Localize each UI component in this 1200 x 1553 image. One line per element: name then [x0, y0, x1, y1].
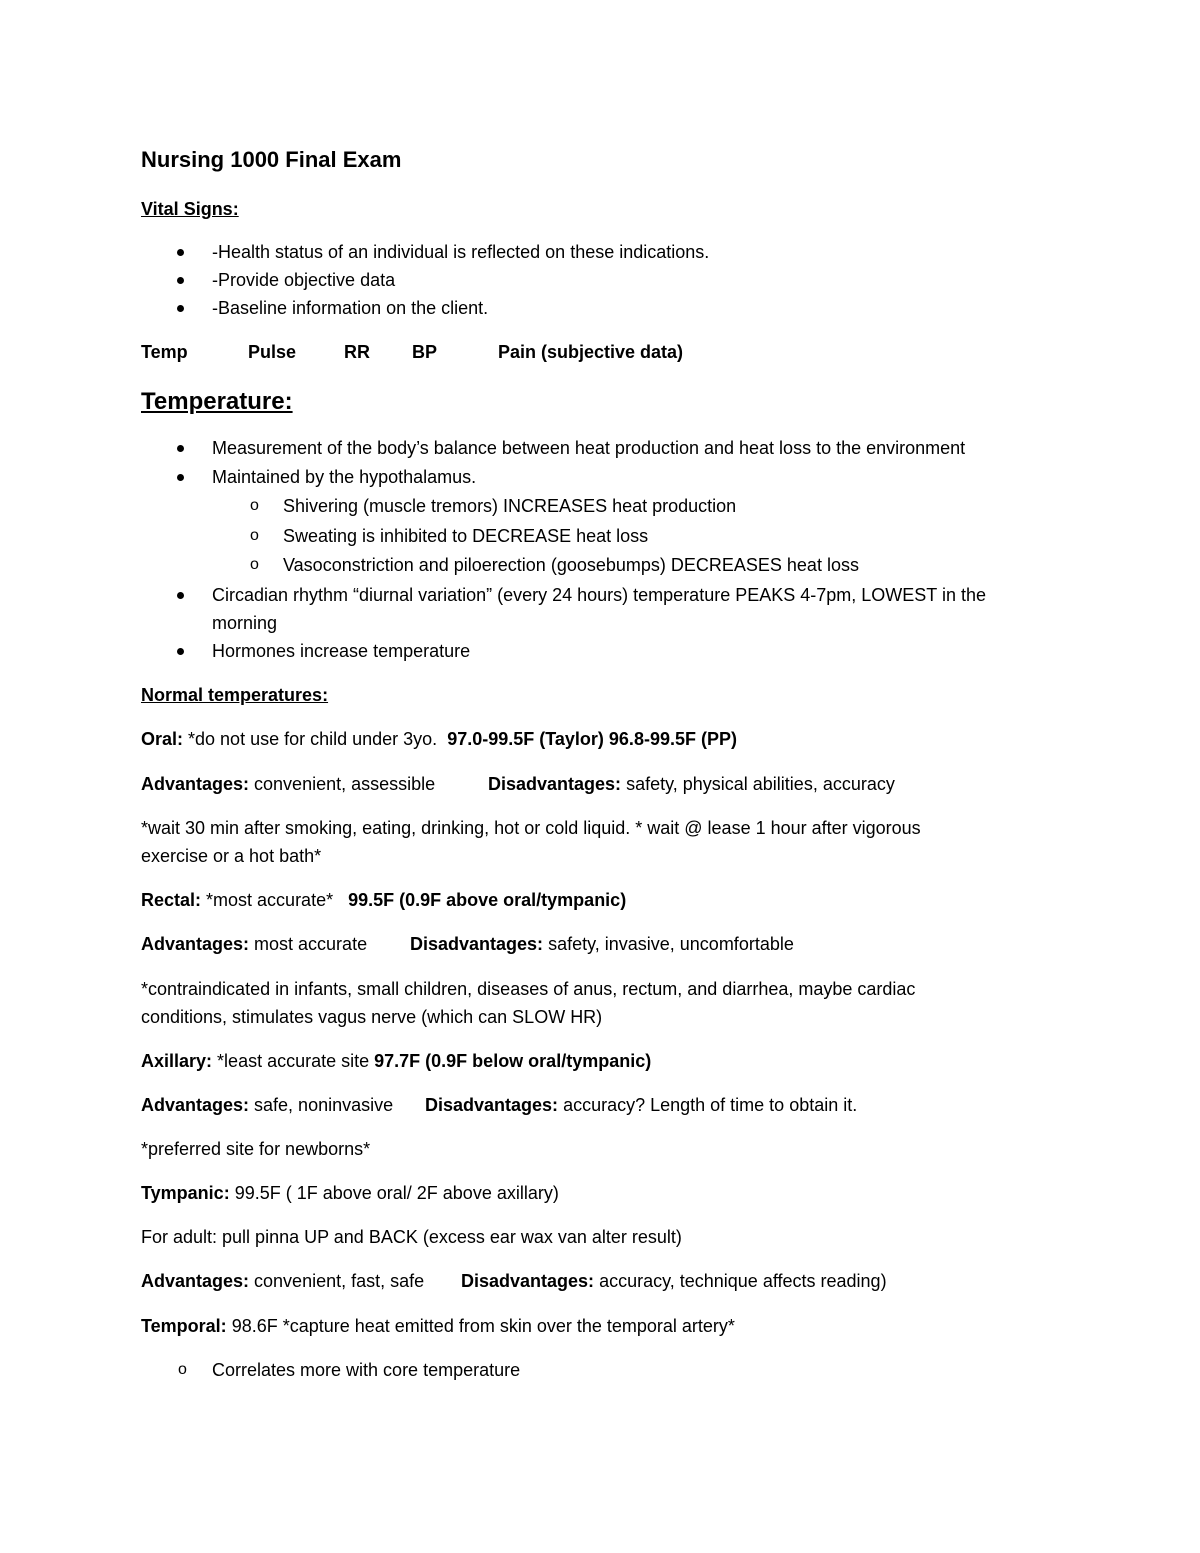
rectal-note-line: conditions, stimulates vagus nerve (which can SLOW HR): [141, 1007, 603, 1027]
oral-note-line: exercise or a hot bath*: [141, 846, 322, 866]
oral-disadvantages: Disadvantages: safety, physical abilities, accuracy: [488, 774, 895, 794]
tympanic-line: Tympanic: 99.5F ( 1F above oral/ 2F above axillary): [141, 1183, 559, 1203]
circle-bullet-icon: o: [250, 527, 259, 544]
tympanic-label: Tympanic:: [141, 1183, 230, 1203]
circle-bullet-icon: o: [178, 1361, 187, 1378]
rectal-disadvantages: Disadvantages: safety, invasive, uncomfortable: [410, 934, 794, 954]
circle-bullet-icon: o: [250, 497, 259, 514]
vital-sign-rr: RR: [344, 342, 370, 362]
temperature-sub-bullet: Shivering (muscle tremors) INCREASES heat production: [283, 496, 737, 516]
vital-sign-pulse: Pulse: [248, 342, 297, 362]
bullet-icon: [177, 305, 184, 312]
bullet-icon: [177, 474, 184, 481]
rectal-values: 99.5F (0.9F above oral/tympanic): [348, 890, 627, 910]
oral-advantages: Advantages: convenient, assessible: [141, 774, 436, 794]
normal-temperatures-heading: Normal temperatures:: [141, 685, 329, 705]
oral-label: Oral:: [141, 729, 184, 749]
vital-signs-heading: Vital Signs:: [141, 199, 239, 219]
temporal-line: Temporal: 98.6F *capture heat emitted from skin over the temporal artery*: [141, 1316, 735, 1336]
oral-line: [141, 728, 737, 750]
axillary-note-line: *preferred site for newborns*: [141, 1139, 371, 1159]
tympanic-adult-note: For adult: pull pinna UP and BACK (excess ear wax van alter result): [141, 1227, 682, 1247]
rectal-advantages: Advantages: most accurate: [141, 934, 368, 954]
circle-bullet-icon: o: [250, 556, 259, 573]
axillary-line: [141, 1050, 651, 1072]
axillary-disadvantages: Disadvantages: accuracy? Length of time to obtain it.: [425, 1095, 858, 1115]
temperature-bullet: Maintained by the hypothalamus.: [212, 467, 477, 487]
rectal-note-line: *contraindicated in infants, small children, diseases of anus, rectum, and diarrhea, maybe cardiac: [141, 979, 916, 999]
bullet-icon: [177, 445, 184, 452]
vital-sign-pain: Pain (subjective data): [498, 342, 684, 362]
tympanic-advantages: Advantages: convenient, fast, safe: [141, 1271, 425, 1291]
rectal-line: [141, 889, 626, 911]
axillary-label: Axillary:: [141, 1051, 213, 1071]
bullet-icon: [177, 249, 184, 256]
document-title: Nursing 1000 Final Exam: [141, 147, 402, 172]
oral-values: 97.0-99.5F (Taylor) 96.8-99.5F (PP): [447, 729, 737, 749]
temperature-bullet-continuation: morning: [212, 613, 278, 633]
bullet-icon: [177, 277, 184, 284]
vital-sign-bp: BP: [412, 342, 438, 362]
temperature-bullet: Circadian rhythm “diurnal variation” (every 24 hours) temperature PEAKS 4-7pm, LOWEST in the: [212, 585, 986, 605]
oral-note-line: *wait 30 min after smoking, eating, drinking, hot or cold liquid. * wait @ lease 1 hour after vigorous: [141, 818, 921, 838]
axillary-values: 97.7F (0.9F below oral/tympanic): [374, 1051, 652, 1071]
vital-signs-bullet: -Provide objective data: [212, 270, 396, 290]
vital-signs-bullet: -Baseline information on the client.: [212, 298, 489, 318]
axillary-advantages: Advantages: safe, noninvasive: [141, 1095, 394, 1115]
temperature-sub-bullet: Vasoconstriction and piloerection (goosebumps) DECREASES heat loss: [283, 555, 859, 575]
temperature-heading: Temperature:: [141, 388, 293, 415]
vital-sign-temp: Temp: [141, 342, 188, 362]
rectal-note: *most accurate*: [201, 890, 349, 910]
temperature-sub-bullet: Sweating is inhibited to DECREASE heat loss: [283, 526, 649, 546]
temperature-bullet: Hormones increase temperature: [212, 641, 471, 661]
temporal-sub-bullet: Correlates more with core temperature: [212, 1360, 521, 1380]
rectal-label: Rectal:: [141, 890, 202, 910]
axillary-note: *least accurate site: [212, 1051, 375, 1071]
tympanic-disadvantages: Disadvantages: accuracy, technique affects reading): [461, 1271, 887, 1291]
oral-note: *do not use for child under 3yo.: [183, 729, 448, 749]
bullet-icon: [177, 592, 184, 599]
temperature-bullet: Measurement of the body’s balance between heat production and heat loss to the environment: [212, 438, 966, 458]
temporal-label: Temporal:: [141, 1316, 227, 1336]
bullet-icon: [177, 648, 184, 655]
vital-signs-bullet: -Health status of an individual is reflected on these indications.: [212, 242, 710, 262]
